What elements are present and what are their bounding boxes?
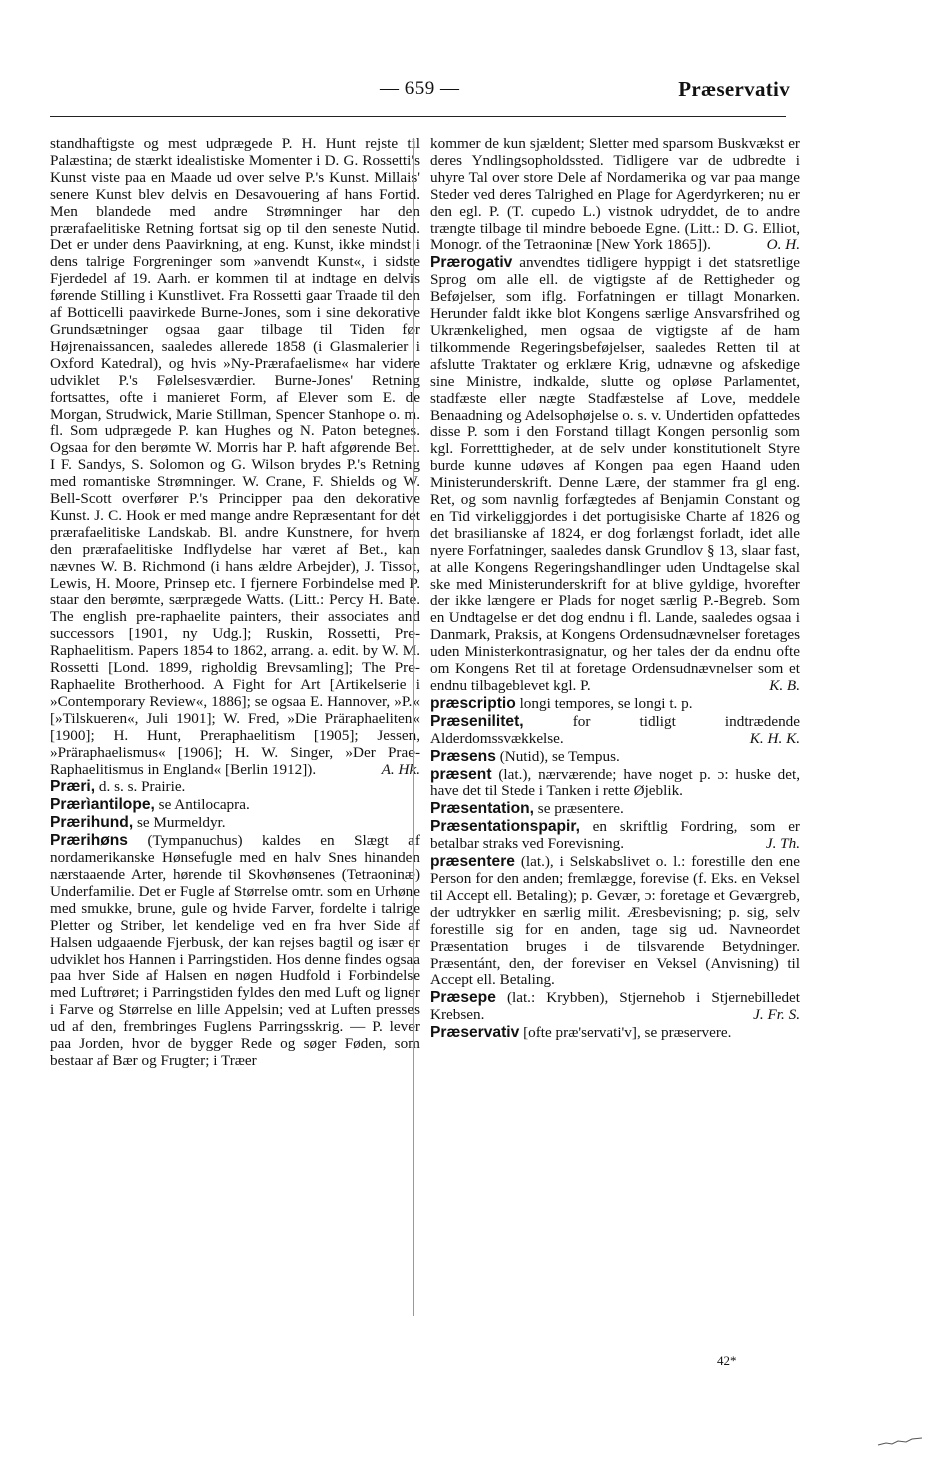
entry-text: se Antilocapra. xyxy=(154,796,250,814)
entry-lemma: Prærihøns xyxy=(50,832,128,850)
entry-text: longi tempores, se longi t. p. xyxy=(515,694,693,712)
entry-paragraph xyxy=(430,749,800,766)
entry-text: se præsentere. xyxy=(533,800,624,818)
entry-lemma: Prærihund, xyxy=(50,814,134,832)
entry-lemma: præsentere xyxy=(430,853,515,871)
entry-text: [ofte præ'servati'v], se præservere. xyxy=(519,1024,732,1042)
entry-paragraph xyxy=(430,819,800,853)
entry-paragraph xyxy=(430,767,800,801)
page-header xyxy=(50,78,790,108)
entry-text: anvendtes tidligere hyppigt i det statsretlige Sprog om alle ell. de vigtigste af de Rettigheder og Beføjelser, som iflg. Forfatningen er tillagt Monarken. Herunder faldt ikke blot Kongens særlige Ansvarsfrihed og Ukrænkelighed, men ogsaa de vigtigste af de ham tilkommende Regeringsbeføjelser, saaledes Retten til at afslutte Traktater og erklære Krig, udnævne og afskedige sine Ministre, indkalde, slutte og opløse Parlamentet, stadfæste eller nægte Stadfæstelse af Love, meddele Benaadning og Adelsophøjelse o. s. v. Undertiden opfattedes disse P. som i den Forstand tillagt Kongen personlig som kgl. Forretttigheder, at de selv under konstitutionelt Styre burde kunne udøves af Kongen paa egen Haand uden Ministerunderskrift. Denne Lære, der stammer fra gl eng. Ret, og som navnlig forfægtedes af Benjamin Constant og en Tid virkeliggjordes i det portugisiske Charte af 1826 og det brasilianske af 1824, er dog forlængst forladt, idet alle nyere Forfatninger, saaledes dansk Grundlov § 13, slaar fast, at alle Kongens Regeringshandlinger uden Undtagelse skal ske med Ministerunderskrift for at blive gyldige, hvorefter der ikke længere er Plads for noget særlig P.-Begreb. Som en Undtagelse er det dog endnu i fl. Lande, saaledes ogsaa i Danmark, Praksis, at Kongens Ordensudnævnelser foretages uden Ministerkontrasignatur, og her tales der da endnu ofte om Kongens Ret til at foretage Ordensudnævnelser som et endnu tilbageblevet kgl. P. xyxy=(430,254,800,694)
entry-lemma: Prærogativ xyxy=(430,254,513,272)
entry-lemma: Prærìantilope, xyxy=(50,796,155,814)
entry-text: (lat.), nærværende; have noget p. ɔ: huske det, have det til Stede i Tanken i rette Øjeblik. xyxy=(430,765,800,800)
entry-paragraph xyxy=(430,1025,800,1042)
author-signature: J. Th. xyxy=(765,835,800,853)
running-head: Præservativ xyxy=(678,77,790,101)
entry-text: (Nutid), se Tempus. xyxy=(495,747,620,765)
entry-paragraph xyxy=(50,833,420,1070)
left-column xyxy=(50,136,420,1070)
entry-paragraph xyxy=(50,815,420,832)
signature-mark: 42* xyxy=(717,1353,737,1368)
entry-lemma: Præsenilitet, xyxy=(430,712,524,730)
entry-text: kommer de kun sjældent; Sletter med sparsom Buskvækst er deres Yndlingsopholdssted. Tidligere var de udbredte i uhyre Tal over store Dele af Nordamerika og var paa mange Steder ved deres Talrighed en Plage for Agerdyrkeren; nu er den egl. P. (T. cupedo L.) vistnok udryddet, de to andre trængte tilbage til mindre beboede Egne. (Litt.: D. G. Elliot, Monogr. of the Tetraoninæ [New York 1865]). xyxy=(430,135,800,254)
entry-paragraph xyxy=(50,797,420,814)
author-signature: A. Hk. xyxy=(381,760,420,778)
entry-paragraph xyxy=(50,779,420,796)
entry-text: se Murmeldyr. xyxy=(133,814,226,832)
entry-text: standhaftigste og mest udprægede P. H. Hunt rejste til Palæstina; de stærkt idealistiske Momenter i D. G. Rossetti's Kunst viste paa en Maade ud over selve P.'s Kunst. Millais' senere Kunst blev delvis en Desavouering af hans Fortid. Men blandede med andre Strømninger har den prærafaelitiske Retning fortsat sig op til den seneste Nutid. Det er under dens Paavirkning, at eng. Kunst, ikke mindst i dens talrige Forgreninger som »anvendt Kunst«, i sidste Fjerdedel af 19. Aarh. er kommen til at indtage en delvis førende Stilling i Kunstlivet. Fra Rossetti gaar Traade til den af Botticelli paavirkede Burne-Jones, som i sine dekorative Grundsætninger ogsaa gaar tilbage til Tiden før Højrenaissancen, saaledes allerede 1858 (i Glasmalerier i Oxford Katedral), og hvis »Ny-Prærafaelisme« har videre udviklet P.'s Følelsesværdier. Burne-Jones' Retning fortsattes, ofte i manieret Form, af Elever som E. de Morgan, Strudwick, Marie Stillman, Spencer Stanhope o. m. fl. Som udprægede P. kan Hughes og N. Paton betegnes. Ogsaa for den berømte W. Morris har P. haft afgørende Bet. I F. Sandys, S. Solomon og G. Wilson brydes P.'s Retning med romantiske Strømninger. W. Crane, F. Shields og W. Bell-Scott overfører P.'s Principper paa den dekorative Kunst. J. C. Hook er med mange andre Repræsentant for det prærafaelitiske Landskab. Bl. andre Kunstnere, for hvem den prærafaelitiske Indflydelse har været af Bet., kan nævnes W. B. Richmond (i hans ældre Arbejder), J. Tissot, Lewis, H. Moore, Prinsep etc. I fjernere Forbindelse med P. staar den berømte, særprægede Watts. (Litt.: Percy H. Bate. The english pre-raphaelite painters, their associates and successors [1901, ny Udg.]; Ruskin, Rossetti, Pre-Raphaelitism. Papers 1854 to 1862, arrang. a. edit. by W. M. Rossetti [Lond. 1899, righoldig Brevsamling]; The Pre-Raphaelite Brotherhood. A Fight for Art [Artikelserie i »Contemporary Review«, 1886]; se ogsaa E. Hannover, »P.« [»Tilskueren«, Juli 1901]; W. Fred, »Die Präraphaeliten« [1900]; H. Hunt, Preraphaelitism [1905]; Jessen, »Präraphaelismus« [1906]; H. W. Singer, »Der Prae-Raphaelitismus in England« [Berlin 1912]). xyxy=(50,135,420,778)
entry-lemma: Præsentation, xyxy=(430,800,534,818)
entry-paragraph xyxy=(430,854,800,989)
entry-paragraph xyxy=(430,255,800,695)
entry-paragraph xyxy=(430,990,800,1024)
column-divider xyxy=(413,138,414,1316)
entry-lemma: Præri, xyxy=(50,778,96,796)
entry-lemma: Præsentationspapir, xyxy=(430,818,580,836)
entry-paragraph xyxy=(430,801,800,818)
author-signature: K. H. K. xyxy=(749,729,800,747)
entry-lemma: præsent xyxy=(430,765,492,783)
entry-text: (lat.), i Selskabslivet o. l.: forestille den ene Person for den anden; fremlægge, forevise (f. Eks. en Veksel til Accept ell. Betaling); p. Gevær, ɔ: foretage et Geværgreb, der udtrykker en særlig milit. Æresbevisning; p. sig, selv forestille sig for en anden, tage sig ud. Navneordet Præsentation bruges i de tilsvarende Betydninger. Præsentánt, den, der foreviser en Veksel (Anvisning) til Accept ell. Betaling. xyxy=(430,853,800,989)
entry-lemma: præscriptio xyxy=(430,694,516,712)
header-rule xyxy=(50,116,786,117)
right-column xyxy=(430,136,800,1042)
entry-paragraph xyxy=(430,136,800,254)
entry-paragraph xyxy=(50,136,420,778)
entry-lemma: Præsens xyxy=(430,747,496,765)
entry-text: (Tympanuchus) kaldes en Slægt af nordamerikanske Hønsefugle med en halv Snes hinanden nærstaaende Arter, hørende til Skovhønsenes (Tetraoninæ) Underfamilie. Det er Fugle af Størrelse omtr. som en Urhøne med smukke, brune, gule og hvide Farver, fordelte i talrige Pletter og Striber, let kendelige ved en fra hver Side af Halsen udgaaende Fjerbusk, der kan rejses bagtil og især er udviklet hos Hannen i Parringstiden. Hos denne findes ogsaa paa hver Side af Halsen en nøgen Hudfold i Forbindelse med Luftrøret; i Parringstiden fyldes den med Luft og ligner i Farve og Størrelse en lille Appelsin; ved at Luften presses ud af den, frembringes Fuglens Parringsskrig. — P. lever paa Jorden, hvor de bygger Rede og søger Føden, som bestaar af Bær og Frugter; i Træer xyxy=(50,832,420,1069)
entry-lemma: Præsepe xyxy=(430,989,496,1007)
author-signature: O. H. xyxy=(766,236,800,254)
author-signature: K. B. xyxy=(769,677,800,694)
entry-paragraph xyxy=(430,714,800,748)
entry-text: (lat.: Krybben), Stjernehob i Stjernebilledet Krebsen. xyxy=(430,989,800,1024)
scan-corner-mark-icon xyxy=(876,1435,924,1447)
entry-paragraph xyxy=(430,696,800,713)
page-number: — 659 — xyxy=(380,78,460,99)
entry-text: en skriftlig Fordring, som er betalbar straks ved Forevisning. xyxy=(430,818,800,853)
author-signature: J. Fr. S. xyxy=(753,1006,800,1024)
entry-text: for tidligt indtrædende Alderdomssvækkelse. xyxy=(430,712,800,747)
entry-lemma: Præservativ xyxy=(430,1024,520,1042)
entry-text: d. s. s. Prairie. xyxy=(95,778,186,796)
